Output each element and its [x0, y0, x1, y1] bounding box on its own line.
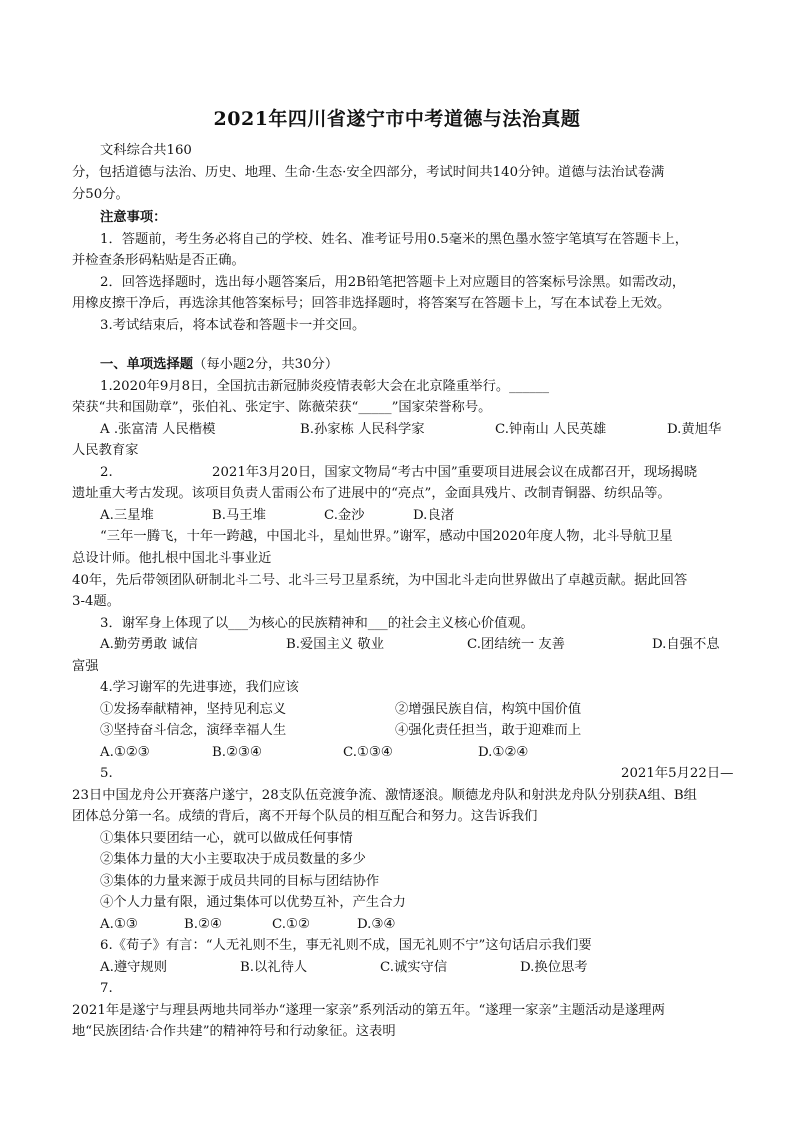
option-c: C.诚实守信 — [380, 960, 448, 975]
option-d: D.③④ — [357, 917, 396, 932]
option-d: D.换位思考 — [520, 960, 588, 975]
intro-line: 文科综合共160 — [100, 143, 192, 158]
question-stem: 2021年3月20日，国家文物局“考古中国”重要项目进展会议在成都召开，现场揭晓 — [212, 465, 698, 480]
question-stem: 荣获“共和国勋章”，张伯礼、张定宇、陈薇荣获“_____”国家荣誉称号。 — [72, 400, 492, 415]
statement-3: ③坚持奋斗信念，演绎幸福人生 — [100, 723, 287, 738]
option-b: B.以礼待人 — [240, 960, 308, 975]
statement-2: ②集体力量的大小主要取决于成员数量的多少 — [100, 852, 366, 867]
option-d: D.①②④ — [478, 745, 529, 760]
option-b: B.②④ — [184, 917, 222, 932]
option-a: A.①③ — [100, 917, 138, 932]
statement-3: ③集体的力量来源于成员共同的目标与团结协作 — [100, 874, 380, 889]
question-stem: 团体总分第一名。成绩的背后，离不开每个队员的相互配合和努力。这告诉我们 — [72, 809, 538, 824]
question-number: 5. — [100, 766, 113, 781]
option-b: B.②③④ — [212, 745, 262, 760]
option-a: A.①②③ — [100, 745, 150, 760]
notice-item: 用橡皮擦干净后，再选涂其他答案标号；回答非选择题时，将答案写在答题卡上，写在本试卷上无效。 — [72, 296, 671, 311]
question-number: 7. — [100, 981, 113, 996]
option-a: A.遵守规则 — [100, 960, 168, 975]
material-text: 40年，先后带领团队研制北斗二号、北斗三号卫星系统，为中国北斗走向世界做出了卓越贡献。据此回答 — [72, 573, 688, 588]
intro-line: 分50分。 — [72, 187, 129, 202]
statement-4: ④个人力量有限，通过集体可以优势互补，产生合力 — [100, 895, 406, 910]
page-title: 2021年四川省遂宁市中考道德与法治真题 — [213, 108, 581, 130]
notice-item: 2．回答选择题时，选出每小题答案后，用2B铅笔把答题卡上对应题目的答案标号涂黑。如需改动， — [100, 275, 686, 290]
statement-2: ②增强民族自信，构筑中国价值 — [395, 702, 582, 717]
question-date: 2021年5月22日— — [621, 766, 734, 781]
statement-4: ④强化责任担当，敢于迎难而上 — [395, 723, 582, 738]
option-c: C.①② — [272, 917, 310, 932]
question-stem: 3．谢军身上体现了以___为核心的民族精神和___的社会主义核心价值观。 — [100, 616, 534, 631]
question-number: 2. — [100, 465, 113, 480]
statement-1: ①发扬奉献精神，坚持见利忘义 — [100, 702, 287, 717]
option-d: D.自强不息 — [652, 637, 720, 652]
option-a: A.三星堆 — [100, 508, 154, 523]
notice-heading: 注意事项： — [100, 210, 167, 225]
option-c: C.钟南山 人民英雄 — [495, 422, 607, 437]
option-a: A .张富清 人民楷模 — [100, 422, 216, 437]
question-stem: 2021年是遂宁与理县两地共同举办“遂理一家亲”系列活动的第五年。“遂理一家亲”主题活动是遂理两 — [72, 1003, 665, 1018]
material-text: “三年一腾飞，十年一跨越，中国北斗，星灿世界。”谢军，感动中国2020年度人物，北斗导航卫星 — [100, 529, 673, 544]
notice-item: 1．答题前，考生务必将自己的学校、姓名、准考证号用0.5毫米的黑色墨水签字笔填写在答题卡上， — [100, 232, 689, 247]
material-text: 总设计师。他扎根中国北斗事业近 — [72, 551, 272, 566]
notice-item: 并检查条形码粘贴是否正确。 — [72, 253, 245, 268]
option-d-cont: 人民教育家 — [72, 443, 139, 458]
question-stem: 6.《荀子》有言：“人无礼则不生，事无礼则不成，国无礼则不宁”这句话启示我们要 — [100, 938, 592, 953]
section-title: 一、单项选择题 — [100, 357, 194, 372]
option-b: B.孙家栋 人民科学家 — [300, 422, 425, 437]
question-stem: 4.学习谢军的先进事迹，我们应该 — [100, 680, 299, 695]
question-stem: 遗址重大考古发现。该项目负责人雷雨公布了进展中的“亮点”，金面具残片、改制青铜器、纺织品等。 — [72, 486, 671, 501]
option-a: A.勤劳勇敢 诚信 — [100, 637, 198, 652]
material-text: 3-4题。 — [72, 594, 121, 609]
option-b: B.马王堆 — [212, 508, 266, 523]
intro-line: 分，包括道德与法治、历史、地理、生命·生态·安全四部分，考试时间共140分钟。道德与法治试卷满 — [72, 165, 665, 180]
option-d: D.良渚 — [413, 508, 455, 523]
section-heading — [100, 357, 338, 373]
notice-item: 3.考试结束后，将本试卷和答题卡一并交回。 — [100, 318, 366, 333]
option-c: C.金沙 — [324, 508, 365, 523]
question-stem: 23日中国龙舟公开赛落户遂宁，28支队伍竞渡争流、激情逐浪。顺德龙舟队和射洪龙舟队分别获A组、B组 — [72, 788, 697, 803]
question-stem: 1.2020年9月8日，全国抗击新冠肺炎疫情表彰大会在北京隆重举行。______ — [100, 379, 550, 394]
option-c: C.①③④ — [343, 745, 393, 760]
option-b: B.爱国主义 敬业 — [286, 637, 385, 652]
option-d-cont: 富强 — [72, 659, 99, 674]
option-c: C.团结统一 友善 — [467, 637, 565, 652]
question-stem: 地“民族团结·合作共建”的精神符号和行动象征。这表明 — [72, 1024, 396, 1039]
option-d: D.黄旭华 — [667, 422, 722, 437]
section-note: （每小题2分，共30分） — [193, 357, 339, 372]
statement-1: ①集体只要团结一心，就可以做成任何事情 — [100, 831, 353, 846]
